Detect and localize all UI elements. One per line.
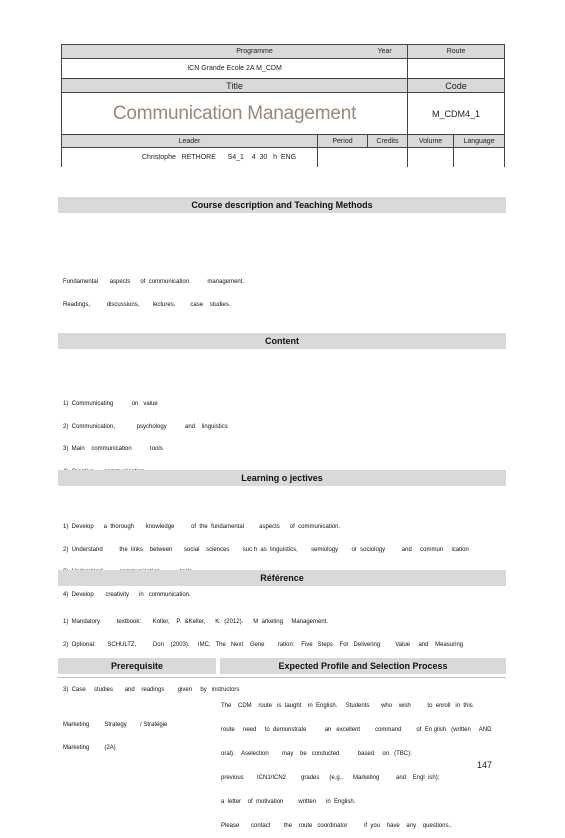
content-body: [63, 386, 228, 484]
objective-line: 1) Develop a thorough knowledge of the fundamental aspects of communication.: [63, 524, 341, 530]
course-code: M_CDM4_1: [408, 93, 505, 135]
section-divider: [58, 677, 506, 678]
leader-label: Leader: [62, 135, 318, 148]
content-line: 2) Communication, psychology and linguistics: [63, 423, 228, 430]
language-value: [454, 148, 505, 167]
volume-label: Volume: [408, 135, 454, 148]
credits-label: Credits: [368, 135, 408, 148]
learning-objectives-body: [63, 509, 469, 607]
expected-profile-heading: Expected Profile and Selection Process: [220, 658, 506, 674]
credits-value: [368, 148, 408, 167]
expected-profile-body: [221, 686, 493, 838]
course-title: Communication Management: [62, 93, 408, 135]
profile-line: route need to demonstrate an excellent command of En glish (written AND: [221, 727, 492, 733]
reference-line: 1) Mandatory textbook: Kotler, P. &Keller, K. (2012). M arketing Management.: [63, 619, 329, 625]
course-description-body: [63, 264, 244, 317]
language-label: Language: [454, 135, 505, 148]
period-label: Period: [318, 135, 368, 148]
code-label: Code: [408, 79, 505, 93]
prerequisite-heading: Prerequisite: [58, 658, 216, 674]
profile-line: previous ICN1/ICN2 grades (e.g., Marketing and Engl ish);: [221, 775, 440, 781]
route-label: Route: [408, 45, 505, 59]
period-value: [318, 148, 368, 167]
route-value: [408, 59, 505, 79]
page-number: 147: [477, 760, 493, 770]
profile-line: The CDM route is taught in English. Students who wish to enroll in this: [221, 703, 473, 709]
year-label: Year: [377, 48, 392, 55]
prerequisite-line: Marketing (2A): [63, 744, 116, 751]
leader-value: Christophe RETHORE S4_1 4 30 h ENG: [62, 148, 318, 167]
reference-line: 3) Case studies and readings given by instructors: [63, 686, 240, 693]
content-line: 1) Communicating on value: [63, 401, 158, 407]
objective-line: 4) Develop creativity in communication.: [63, 591, 191, 598]
course-description-heading: Course description and Teaching Methods: [58, 197, 506, 213]
programme-label: Programme: [236, 48, 273, 55]
prerequisite-line: Marketing Strategy / Stratégie: [63, 722, 168, 728]
profile-line: a letter of motivation written in English.: [221, 799, 356, 805]
content-line: 3) Main communication tools: [63, 446, 163, 452]
course-description-line: Fundamental aspects of communication management.: [63, 279, 245, 285]
course-header-table: [61, 44, 505, 167]
profile-line: Please contact the route coordinator if you have any questions..: [221, 823, 452, 829]
course-description-line: Readings, discussions, lectures, case studies.: [63, 301, 231, 308]
programme-value: ICN Grande Ecole 2A M_CDM: [62, 59, 408, 79]
reference-heading: Référence: [58, 570, 506, 586]
learning-objectives-heading: Learning o jectives: [58, 470, 506, 486]
objective-line: 2) Understand the links between social sciences suc h as linguistics, semiology or sociology and commun ication: [63, 546, 469, 553]
profile-line: oral). Aselection may be conducted based on (TBC):: [221, 751, 412, 757]
title-label: Title: [62, 79, 408, 93]
content-heading: Content: [58, 333, 506, 349]
programme-label-cell: [62, 45, 408, 59]
reference-line: 2) Optional: SCHULTZ, Don (2003). IMC, The Next Gene ration: Five Steps For Delivering Value and Measuring: [63, 641, 464, 648]
volume-value: [408, 148, 454, 167]
prerequisite-body: [63, 707, 167, 760]
